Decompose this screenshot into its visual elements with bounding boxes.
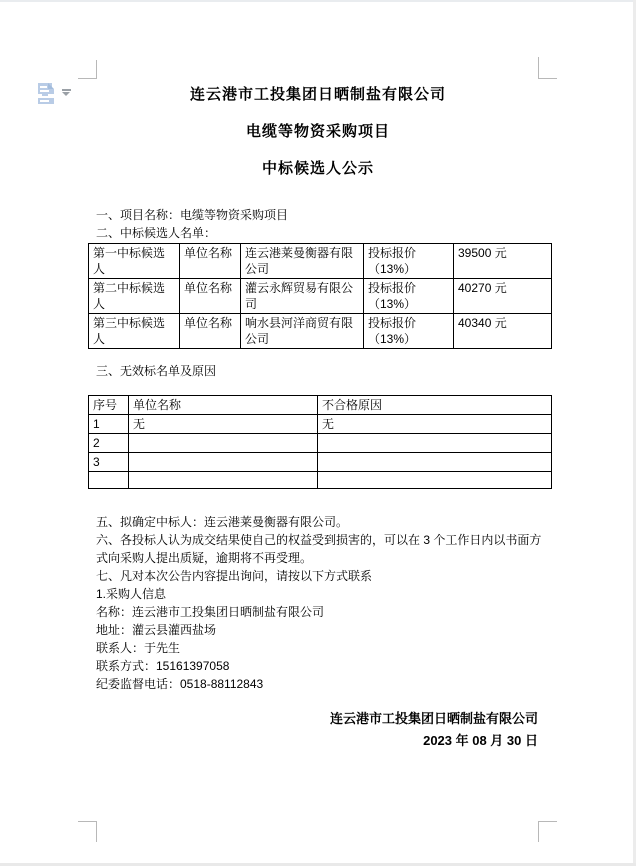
purchaser-contact: 联系人：于先生	[96, 641, 181, 655]
company-name: 响水县河洋商贸有限公司	[241, 314, 364, 349]
column-header-unit-name: 单位名称	[129, 396, 318, 415]
bid-price-label: 投标报价（13%）	[364, 244, 454, 279]
invalid-bids-table	[88, 395, 552, 489]
crop-mark-top-right	[538, 57, 557, 79]
notes-block	[96, 513, 542, 693]
column-header-reason: 不合格原因	[318, 396, 552, 415]
crop-mark-bottom-left	[78, 821, 97, 842]
bid-price-label: 投标报价（13%）	[364, 279, 454, 314]
unit-name-label: 单位名称	[180, 244, 241, 279]
purchaser-address: 地址：灌云县灌西盐场	[96, 623, 217, 637]
title-announcement: 中标候选人公示	[261, 160, 374, 177]
table-row	[89, 453, 552, 472]
company-name: 连云港莱曼衡器有限公司	[241, 244, 364, 279]
candidate-rank: 第三中标候选人	[89, 314, 180, 349]
invalid-unit-name	[129, 434, 318, 453]
page-border-top	[0, 0, 636, 2]
table-row	[89, 472, 552, 489]
bid-price-value: 40340 元	[454, 314, 552, 349]
bid-price-value: 39500 元	[454, 244, 552, 279]
section-proposed-winner: 五、拟确定中标人：连云港莱曼衡器有限公司。	[96, 515, 349, 529]
invalid-unit-name	[129, 472, 318, 489]
bid-price-label: 投标报价（13%）	[364, 314, 454, 349]
company-name: 灌云永辉贸易有限公司	[241, 279, 364, 314]
purchaser-phone: 联系方式：15161397058	[96, 659, 230, 673]
column-header-index: 序号	[89, 396, 129, 415]
supervision-phone: 纪委监督电话：0518-88112843	[96, 677, 264, 691]
document-title-block	[0, 85, 636, 196]
crop-mark-top-left	[78, 60, 97, 79]
row-index	[89, 472, 129, 489]
row-index: 3	[89, 453, 129, 472]
invalid-reason: 无	[318, 415, 552, 434]
invalid-unit-name	[129, 453, 318, 472]
table-header-row	[89, 396, 552, 415]
invalid-unit-name: 无	[129, 415, 318, 434]
unit-name-label: 单位名称	[180, 314, 241, 349]
table-row	[89, 314, 552, 349]
section-candidates-heading: 二、中标候选人名单：	[96, 226, 217, 240]
candidates-table	[88, 243, 552, 349]
table-row	[89, 279, 552, 314]
candidate-rank: 第二中标候选人	[89, 279, 180, 314]
title-company: 连云港市工投集团日晒制盐有限公司	[189, 86, 446, 103]
invalid-reason	[318, 434, 552, 453]
signature-block	[330, 708, 538, 752]
table-row	[89, 434, 552, 453]
title-project: 电缆等物资采购项目	[245, 123, 390, 140]
crop-mark-bottom-right	[538, 821, 557, 842]
purchaser-info-heading: 1.采购人信息	[96, 587, 167, 601]
invalid-reason	[318, 453, 552, 472]
bid-price-value: 40270 元	[454, 279, 552, 314]
purchaser-name: 名称：连云港市工投集团日晒制盐有限公司	[96, 605, 325, 619]
row-index: 2	[89, 434, 129, 453]
table-row	[89, 244, 552, 279]
row-index: 1	[89, 415, 129, 434]
section-objection-notice: 六、各投标人认为成交结果使自己的权益受到损害的，可以在 3 个工作日内以书面方式向采购人提出质疑，逾期将不再受理。	[96, 533, 542, 565]
candidate-rank: 第一中标候选人	[89, 244, 180, 279]
section-project-name: 一、项目名称：电缆等物资采购项目	[96, 208, 289, 222]
unit-name-label: 单位名称	[180, 279, 241, 314]
signature-company: 连云港市工投集团日晒制盐有限公司	[329, 711, 538, 726]
signature-date: 2023 年 08 月 30 日	[423, 733, 538, 748]
invalid-reason	[318, 472, 552, 489]
section-inquiry-notice: 七、凡对本次公告内容提出询问，请按以下方式联系	[96, 569, 373, 583]
section-invalid-bids-heading: 三、无效标名单及原因	[96, 364, 217, 378]
table-row	[89, 415, 552, 434]
